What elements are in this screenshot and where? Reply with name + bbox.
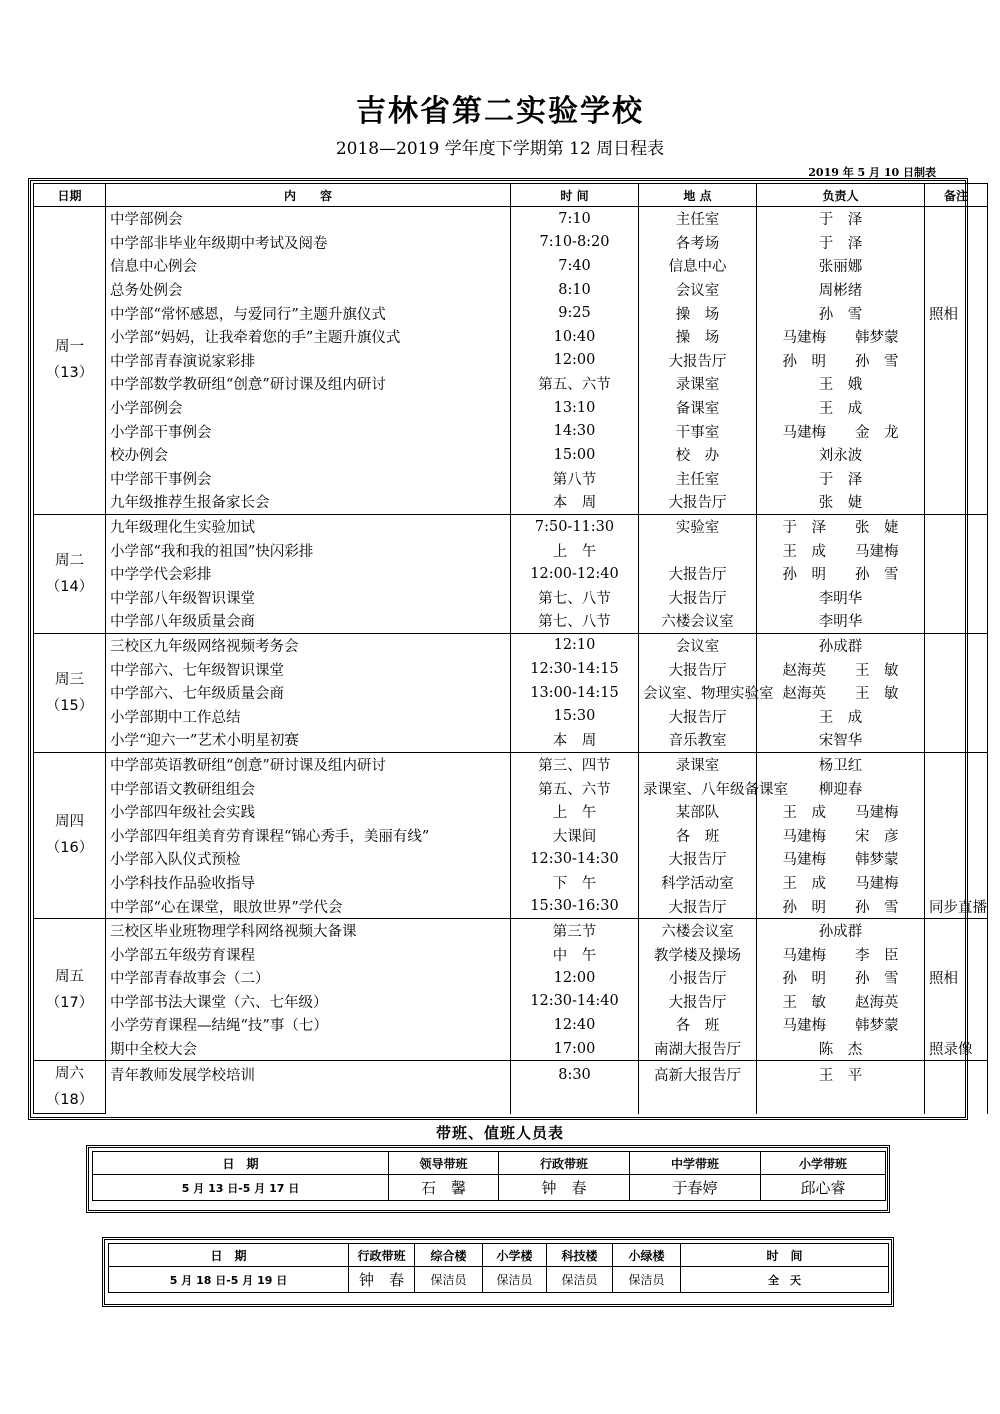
schedule-row (34, 254, 988, 278)
header-date: 日期 (34, 184, 106, 207)
note-cell (925, 514, 988, 538)
content-cell: 小学科技作品验收指导 (106, 871, 511, 895)
person-cell: 马建梅 宋 彦 (757, 823, 925, 847)
schedule-row (34, 871, 988, 895)
place-cell: 备课室 (639, 396, 757, 420)
duty1-leader: 石 馨 (389, 1175, 499, 1201)
day-date: （17） (45, 994, 94, 1011)
day-name: 周二 (55, 552, 84, 569)
note-cell (925, 776, 988, 800)
person-cell: 孙 明 孙 雪 (757, 894, 925, 918)
time-cell: 7:40 (511, 254, 639, 278)
note-cell: 同步直播 (925, 894, 988, 918)
schedule-table (33, 183, 988, 1114)
schedule-row (34, 562, 988, 586)
place-cell: 大报告厅 (639, 894, 757, 918)
duty2-row (109, 1267, 889, 1293)
place-cell: 主任室 (639, 207, 757, 231)
time-cell: 本 周 (511, 490, 639, 514)
person-cell: 张 婕 (757, 490, 925, 514)
schedule-header-row (34, 184, 988, 207)
time-cell: 8:30 (511, 1061, 639, 1088)
schedule-row (34, 325, 988, 349)
time-cell: 中 午 (511, 942, 639, 966)
place-cell: 校 办 (639, 443, 757, 467)
place-cell: 各 班 (639, 823, 757, 847)
day-cell (34, 918, 106, 1061)
person-cell: 王 成 马建梅 (757, 800, 925, 824)
note-cell (925, 443, 988, 467)
duty1-header-row (93, 1152, 886, 1175)
note-cell (925, 325, 988, 349)
time-cell: 15:30 (511, 704, 639, 728)
place-cell: 各 班 (639, 1013, 757, 1037)
time-cell: 7:10 (511, 207, 639, 231)
duty2-header-primary-bldg: 小学楼 (483, 1244, 547, 1267)
note-cell (925, 254, 988, 278)
schedule-row (34, 1061, 988, 1088)
content-cell: 中学部书法大课堂（六、七年级） (106, 990, 511, 1014)
duty-table-1-frame (86, 1145, 890, 1213)
time-cell: 第五、六节 (511, 776, 639, 800)
content-cell: 中学部干事例会 (106, 467, 511, 491)
content-cell: 九年级推荐生报备家长会 (106, 490, 511, 514)
time-cell: 12:40 (511, 1013, 639, 1037)
duty1-header-middle: 中学带班 (630, 1152, 761, 1175)
place-cell: 大报告厅 (639, 657, 757, 681)
person-cell: 马建梅 李 臣 (757, 942, 925, 966)
time-cell: 第七、八节 (511, 586, 639, 610)
schedule-row (34, 847, 988, 871)
duty2-header-date: 日 期 (109, 1244, 349, 1267)
day-date: （13） (45, 365, 94, 382)
schedule-row (34, 990, 988, 1014)
time-cell: 12:00 (511, 349, 639, 373)
person-cell: 宋智华 (757, 728, 925, 752)
place-cell: 教学楼及操场 (639, 942, 757, 966)
schedule-row (34, 894, 988, 918)
note-cell (925, 704, 988, 728)
content-cell: 中学部八年级智识课堂 (106, 586, 511, 610)
person-cell: 孙成群 (757, 633, 925, 657)
note-cell (925, 728, 988, 752)
note-cell (925, 918, 988, 942)
place-cell: 实验室 (639, 514, 757, 538)
content-cell: 中学部数学教研组“创意”研讨课及组内研讨 (106, 372, 511, 396)
time-cell: 15:30-16:30 (511, 894, 639, 918)
content-cell: 中学部例会 (106, 207, 511, 231)
schedule-row (34, 823, 988, 847)
place-cell: 大报告厅 (639, 704, 757, 728)
schedule-row (34, 372, 988, 396)
person-cell: 李明华 (757, 586, 925, 610)
schedule-row (34, 1037, 988, 1061)
duty2-header-admin: 行政带班 (349, 1244, 415, 1267)
schedule-row (34, 609, 988, 633)
place-cell: 高新大报告厅 (639, 1061, 757, 1088)
person-cell: 陈 杰 (757, 1037, 925, 1061)
note-cell (925, 871, 988, 895)
note-cell (925, 681, 988, 705)
schedule-row (34, 514, 988, 538)
time-cell: 第八节 (511, 467, 639, 491)
schedule-body (34, 207, 988, 1114)
note-cell (925, 942, 988, 966)
note-cell (925, 990, 988, 1014)
content-cell: 中学部六、七年级智识课堂 (106, 657, 511, 681)
schedule-row (34, 231, 988, 255)
content-cell: 青年教师发展学校培训 (106, 1061, 511, 1088)
time-cell (511, 1088, 639, 1114)
duty1-admin: 钟 春 (499, 1175, 630, 1201)
time-cell: 第三节 (511, 918, 639, 942)
note-cell (925, 419, 988, 443)
duty2-green-bldg: 保洁员 (613, 1267, 681, 1293)
note-cell: 照录像 (925, 1037, 988, 1061)
header-note: 备注 (925, 184, 988, 207)
place-cell: 操 场 (639, 325, 757, 349)
place-cell (639, 1088, 757, 1114)
day-cell (34, 514, 106, 633)
note-cell: 照相 (925, 301, 988, 325)
note-cell (925, 1061, 988, 1088)
content-cell: 校办例会 (106, 443, 511, 467)
content-cell: 中学部青春故事会（二） (106, 966, 511, 990)
duty-table-2 (108, 1243, 889, 1293)
person-cell: 于 泽 (757, 207, 925, 231)
duty2-tech-bldg: 保洁员 (547, 1267, 613, 1293)
place-cell: 操 场 (639, 301, 757, 325)
person-cell: 赵海英 王 敏 (757, 657, 925, 681)
place-cell: 大报告厅 (639, 349, 757, 373)
content-cell: 三校区九年级网络视频考务会 (106, 633, 511, 657)
content-cell: 中学部英语教研组“创意”研讨课及组内研讨 (106, 752, 511, 776)
content-cell: 小学部“妈妈，让我牵着您的手”主题升旗仪式 (106, 325, 511, 349)
content-cell: 期中全校大会 (106, 1037, 511, 1061)
duty-table-2-frame (102, 1237, 894, 1307)
note-cell (925, 1088, 988, 1114)
day-date: （14） (45, 578, 94, 595)
schedule-frame (28, 178, 987, 1120)
schedule-row (34, 633, 988, 657)
day-cell (34, 1061, 106, 1114)
person-cell: 王 平 (757, 1061, 925, 1088)
place-cell: 大报告厅 (639, 586, 757, 610)
content-cell (106, 1088, 511, 1114)
schedule-row (34, 467, 988, 491)
person-cell: 于 泽 (757, 467, 925, 491)
time-cell: 第七、八节 (511, 609, 639, 633)
time-cell: 13:00-14:15 (511, 681, 639, 705)
content-cell: 小学劳育课程—结绳“技”事（七） (106, 1013, 511, 1037)
header-place: 地 点 (639, 184, 757, 207)
person-cell: 赵海英 王 敏 (757, 681, 925, 705)
time-cell: 10:40 (511, 325, 639, 349)
note-cell (925, 538, 988, 562)
place-cell: 录课室、八年级备课室 (639, 776, 757, 800)
note-cell (925, 372, 988, 396)
note-cell (925, 349, 988, 373)
time-cell: 12:30-14:15 (511, 657, 639, 681)
time-cell: 12:00-12:40 (511, 562, 639, 586)
content-cell: 小学部期中工作总结 (106, 704, 511, 728)
person-cell: 马建梅 韩梦蒙 (757, 1013, 925, 1037)
person-cell: 孙 明 孙 雪 (757, 966, 925, 990)
schedule-row (34, 942, 988, 966)
place-cell: 录课室 (639, 752, 757, 776)
schedule-row (34, 586, 988, 610)
place-cell: 某部队 (639, 800, 757, 824)
content-cell: 小学部入队仪式预检 (106, 847, 511, 871)
place-cell: 录课室 (639, 372, 757, 396)
schedule-row (34, 704, 988, 728)
time-cell: 本 周 (511, 728, 639, 752)
note-cell (925, 633, 988, 657)
place-cell: 科学活动室 (639, 871, 757, 895)
duty1-header-date: 日 期 (93, 1152, 389, 1175)
note-cell (925, 467, 988, 491)
duty2-primary-bldg: 保洁员 (483, 1267, 547, 1293)
person-cell: 王 成 (757, 704, 925, 728)
place-cell: 会议室 (639, 278, 757, 302)
person-cell: 周彬绪 (757, 278, 925, 302)
place-cell (639, 538, 757, 562)
duty2-admin: 钟 春 (349, 1267, 415, 1293)
day-name: 周六 (55, 1066, 84, 1083)
place-cell: 各考场 (639, 231, 757, 255)
content-cell: 小学部四年组美育劳育课程“锦心秀手，美丽有线” (106, 823, 511, 847)
person-cell: 孙成群 (757, 918, 925, 942)
schedule-row (34, 966, 988, 990)
person-cell: 孙 明 孙 雪 (757, 562, 925, 586)
time-cell: 12:30-14:30 (511, 847, 639, 871)
time-cell: 13:10 (511, 396, 639, 420)
schedule-row (34, 490, 988, 514)
schedule-row (34, 301, 988, 325)
schedule-row (34, 776, 988, 800)
schedule-row (34, 752, 988, 776)
time-cell: 9:25 (511, 301, 639, 325)
content-cell: 总务处例会 (106, 278, 511, 302)
time-cell: 下 午 (511, 871, 639, 895)
place-cell: 大报告厅 (639, 490, 757, 514)
time-cell: 7:50-11:30 (511, 514, 639, 538)
day-date: （18） (45, 1092, 94, 1109)
person-cell: 王 成 马建梅 (757, 538, 925, 562)
place-cell: 大报告厅 (639, 990, 757, 1014)
place-cell: 会议室 (639, 633, 757, 657)
place-cell: 大报告厅 (639, 847, 757, 871)
note-cell (925, 752, 988, 776)
person-cell: 李明华 (757, 609, 925, 633)
place-cell: 六楼会议室 (639, 918, 757, 942)
time-cell: 12:30-14:40 (511, 990, 639, 1014)
schedule-row (34, 1013, 988, 1037)
schedule-row (34, 1088, 988, 1114)
schedule-row (34, 538, 988, 562)
person-cell: 马建梅 韩梦蒙 (757, 847, 925, 871)
day-date: （15） (45, 697, 94, 714)
schedule-row (34, 681, 988, 705)
duty2-time: 全 天 (681, 1267, 889, 1293)
note-cell: 照相 (925, 966, 988, 990)
content-cell: 中学部“心在课堂，眼放世界”学代会 (106, 894, 511, 918)
page-subtitle: 2018—2019 学年度下学期第 12 周日程表 (335, 139, 665, 159)
duty1-date: 5 月 13 日-5 月 17 日 (93, 1175, 389, 1201)
place-cell: 南湖大报告厅 (639, 1037, 757, 1061)
note-cell (925, 207, 988, 231)
person-cell: 王 成 (757, 396, 925, 420)
duty-table-1 (92, 1151, 886, 1201)
duty1-header-leader: 领导带班 (389, 1152, 499, 1175)
note-cell (925, 562, 988, 586)
time-cell: 12:00 (511, 966, 639, 990)
day-name: 周三 (55, 671, 84, 688)
time-cell: 上 午 (511, 800, 639, 824)
duty2-complex: 保洁员 (415, 1267, 483, 1293)
content-cell: 中学部六、七年级质量会商 (106, 681, 511, 705)
person-cell: 马建梅 金 龙 (757, 419, 925, 443)
place-cell: 干事室 (639, 419, 757, 443)
content-cell: 中学部八年级质量会商 (106, 609, 511, 633)
day-name: 周一 (55, 339, 84, 356)
duty2-header-complex: 综合楼 (415, 1244, 483, 1267)
note-cell (925, 609, 988, 633)
content-cell: 小学部四年级社会实践 (106, 800, 511, 824)
person-cell: 于 泽 张 婕 (757, 514, 925, 538)
content-cell: 中学部“常怀感恩，与爱同行”主题升旗仪式 (106, 301, 511, 325)
note-cell (925, 231, 988, 255)
note-cell (925, 800, 988, 824)
note-cell (925, 586, 988, 610)
duty2-header-tech-bldg: 科技楼 (547, 1244, 613, 1267)
time-cell: 15:00 (511, 443, 639, 467)
place-cell: 六楼会议室 (639, 609, 757, 633)
duty1-row (93, 1175, 886, 1201)
note-cell (925, 278, 988, 302)
place-cell: 会议室、物理实验室 (639, 681, 757, 705)
schedule-row (34, 918, 988, 942)
time-cell: 大课间 (511, 823, 639, 847)
day-cell (34, 633, 106, 752)
person-cell: 于 泽 (757, 231, 925, 255)
person-cell: 王 娥 (757, 372, 925, 396)
time-cell: 第五、六节 (511, 372, 639, 396)
day-cell (34, 207, 106, 515)
person-cell: 张丽娜 (757, 254, 925, 278)
header-person: 负责人 (757, 184, 925, 207)
duty2-header-time: 时 间 (681, 1244, 889, 1267)
note-cell (925, 396, 988, 420)
person-cell (757, 1088, 925, 1114)
header-time: 时 间 (511, 184, 639, 207)
time-cell: 17:00 (511, 1037, 639, 1061)
note-cell (925, 490, 988, 514)
schedule-row (34, 207, 988, 231)
day-name: 周五 (55, 968, 84, 985)
time-cell: 第三、四节 (511, 752, 639, 776)
content-cell: 小学部五年级劳育课程 (106, 942, 511, 966)
content-cell: 中学学代会彩排 (106, 562, 511, 586)
content-cell: 信息中心例会 (106, 254, 511, 278)
place-cell: 大报告厅 (639, 562, 757, 586)
schedule-row (34, 419, 988, 443)
place-cell: 音乐教室 (639, 728, 757, 752)
header-content: 内 容 (106, 184, 511, 207)
day-date: （16） (45, 840, 94, 857)
time-cell: 14:30 (511, 419, 639, 443)
day-name: 周四 (55, 814, 84, 831)
duty1-header-primary: 小学带班 (761, 1152, 886, 1175)
time-cell: 12:10 (511, 633, 639, 657)
note-cell (925, 1013, 988, 1037)
schedule-row (34, 443, 988, 467)
person-cell: 杨卫红 (757, 752, 925, 776)
content-cell: 小学部“我和我的祖国”快闪彩排 (106, 538, 511, 562)
duty1-primary: 邱心睿 (761, 1175, 886, 1201)
person-cell: 柳迎春 (757, 776, 925, 800)
schedule-row (34, 349, 988, 373)
person-cell: 王 成 马建梅 (757, 871, 925, 895)
time-cell: 上 午 (511, 538, 639, 562)
duty-title: 带班、值班人员表 (435, 1124, 564, 1142)
day-cell (34, 752, 106, 918)
schedule-row (34, 278, 988, 302)
place-cell: 信息中心 (639, 254, 757, 278)
person-cell: 王 敏 赵海英 (757, 990, 925, 1014)
content-cell: 三校区毕业班物理学科网络视频大备课 (106, 918, 511, 942)
content-cell: 小学部例会 (106, 396, 511, 420)
content-cell: 小学部干事例会 (106, 419, 511, 443)
note-cell (925, 823, 988, 847)
content-cell: 中学部青春演说家彩排 (106, 349, 511, 373)
time-cell: 8:10 (511, 278, 639, 302)
duty2-date: 5 月 18 日-5 月 19 日 (109, 1267, 349, 1293)
place-cell: 小报告厅 (639, 966, 757, 990)
person-cell: 刘永波 (757, 443, 925, 467)
schedule-row (34, 800, 988, 824)
duty1-header-admin: 行政带班 (499, 1152, 630, 1175)
note-cell (925, 657, 988, 681)
person-cell: 孙 明 孙 雪 (757, 349, 925, 373)
time-cell: 7:10-8:20 (511, 231, 639, 255)
content-cell: 小学“迎六一”艺术小明星初赛 (106, 728, 511, 752)
content-cell: 九年级理化生实验加试 (106, 514, 511, 538)
duty2-header-green-bldg: 小绿楼 (613, 1244, 681, 1267)
content-cell: 中学部非毕业年级期中考试及阅卷 (106, 231, 511, 255)
person-cell: 孙 雪 (757, 301, 925, 325)
schedule-row (34, 728, 988, 752)
schedule-row (34, 396, 988, 420)
made-date: 2019 年 5 月 10 日制表 (808, 166, 936, 179)
place-cell: 主任室 (639, 467, 757, 491)
schedule-row (34, 657, 988, 681)
duty1-middle: 于春婷 (630, 1175, 761, 1201)
content-cell: 中学部语文教研组组会 (106, 776, 511, 800)
person-cell: 马建梅 韩梦蒙 (757, 325, 925, 349)
duty2-header-row (109, 1244, 889, 1267)
page-title: 吉林省第二实验学校 (356, 94, 644, 129)
note-cell (925, 847, 988, 871)
